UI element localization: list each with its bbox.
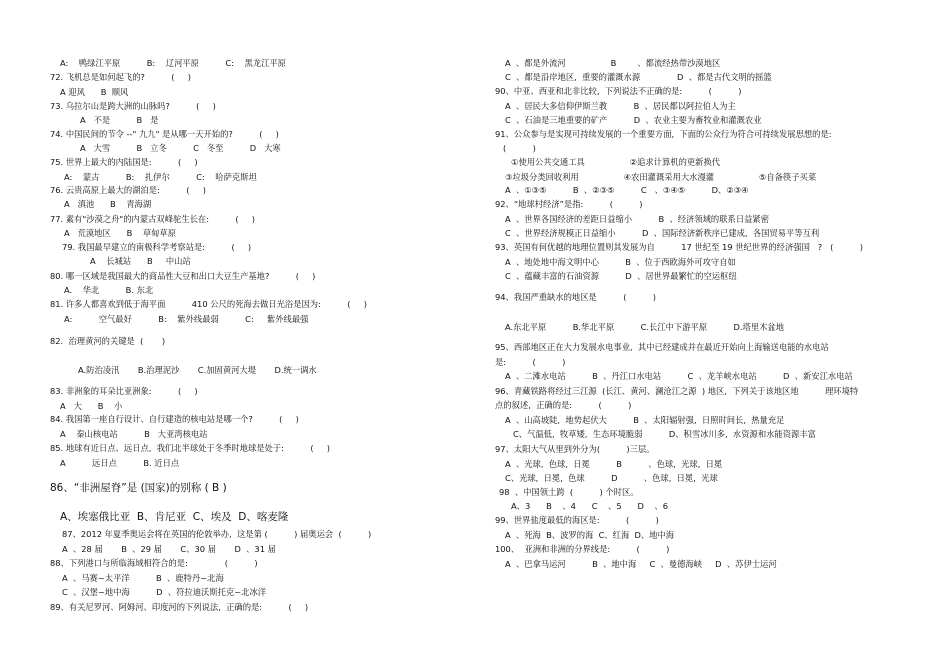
- question-line: 90、中亚、西亚和北非比较, 下列说法不正确的是: ( ): [495, 86, 742, 96]
- question-line: A. 华北 B. 东北: [64, 285, 154, 295]
- question-line: A 、地处地中海文明中心 B 、位于西欧海外可攻守自如: [505, 257, 736, 267]
- question-line: A 、居民大多信仰伊斯兰教 B 、居民都以阿拉伯人为主: [505, 101, 736, 111]
- question-line: A 不是 B 是: [80, 115, 159, 125]
- question-line: A 荒漠地区 B 草甸草原: [64, 228, 177, 238]
- question-line: 89、有关尼罗河、阿姆河、印度河的下列说法, 正确的是: ( ): [50, 602, 309, 612]
- question-line: 85. 地球有近日点、远日点, 我们北半球处于冬季时地球是处于: ( ): [50, 443, 330, 453]
- question-line: 点的叙述, 正确的是: ( ): [495, 400, 632, 410]
- question-line: A、3 B 、4 C 、5 D 、6: [511, 501, 668, 511]
- question-line: 72. 飞机总是如何起飞的? ( ): [50, 72, 191, 82]
- question-line: 91、公众参与是实现可持续发展的一个重要方面, 下面的公众行为符合可持续发展思想的是:: [495, 129, 832, 139]
- question-line: 99、世界盐度最低的海区是: ( ): [495, 515, 659, 525]
- question-line: 74. 中国民间的节令 --" 九九" 是从哪一天开始的? ( ): [50, 129, 279, 139]
- question-line: C 、石油是三地重要的矿产 D 、农业主要为畜牧业和灌溉农业: [505, 115, 762, 125]
- question-line: A 、①③⑤ B 、②③⑤ C 、③④⑤ D、②③④: [505, 185, 749, 195]
- question-line: C、气温低, 牧草矮, 生态环境脆弱 D、积雪冰川多, 水资源和水能资源丰富: [513, 429, 816, 439]
- question-line: 83. 非洲象的耳朵比亚洲象: ( ): [50, 386, 198, 396]
- question-line: 92、“地球村经济”是指: ( ): [495, 199, 643, 209]
- question-line: 87、2012 年夏季奥运会将在英国的伦敦举办, 这是第 ( ) 届奥运会 ( ): [62, 529, 372, 539]
- question-line: 96、青藏铁路将经过三江源 (长江、黄河、澜沧江之源 ) 地区, 下列关于该地区地 理环境特: [495, 386, 859, 396]
- question-line: A 滇池 B 青海湖: [64, 199, 152, 209]
- question-line: 93、英国有何优越的地理位置则其发展为自 17 世纪至 19 世纪世界的经济强国 ? ( ): [495, 242, 863, 252]
- question-line: A: 鸭绿江平原 B: 辽河平原 C: 黑龙江平原: [60, 58, 286, 68]
- question-line: A 、二滩水电站 B 、丹江口水电站 C 、龙羊峡水电站 D 、新安江水电站: [505, 371, 853, 381]
- question-line: A: 蒙古 B: 扎伊尔 C: 哈萨克斯坦: [64, 172, 257, 182]
- question-line: C 、都是沿岸地区, 重要的灌溉水源 D 、都是古代文明的摇篮: [505, 72, 772, 82]
- question-line: A 大 B 小: [60, 401, 123, 411]
- question-line: 80. 哪一区域是我国最大的商品性大豆和出口大豆生产基地? ( ): [50, 271, 316, 281]
- question-line: A 秦山核电站 B 大亚湾核电站: [60, 429, 208, 439]
- question-line: C 、汉堡~地中海 D 、符拉迪沃斯托克~北冰洋: [62, 587, 267, 597]
- question-line: A 远日点 B. 近日点: [60, 458, 180, 468]
- question-line: A.防治凌汛 B.治理泥沙 C.加固黄河大堤 D.统一调水: [78, 365, 317, 375]
- question-line: A.东北平原 B.华北平原 C.长江中下游平原 D.塔里木盆地: [505, 322, 785, 332]
- question-line: 81. 许多人都喜欢到低于海平面 410 公尺的死海去做日光浴是因为: ( ): [50, 299, 367, 309]
- left-column: [0, 0, 450, 671]
- question-line: 77. 素有"沙漠之舟"的内蒙古双峰驼生长在: ( ): [50, 214, 256, 224]
- question-line: A 、28 届 B 、29 届 C、30 届 D 、31 届: [62, 544, 276, 554]
- question-line: 79. 我国最早建立的南极科学考察站是: ( ): [62, 242, 252, 252]
- question-line: A 、光球, 色球, 日冕 B 、色球, 光球, 日冕: [505, 459, 723, 469]
- question-line: A 迎风 B 顺风: [60, 87, 129, 97]
- question-line: A 、马赛~太平洋 B 、鹿特丹~北海: [62, 573, 224, 583]
- question-line: 100、 亚洲和非洲的分界线是: ( ): [495, 544, 670, 554]
- question-line: 73. 乌拉尔山是跨大洲的山脉吗? ( ): [50, 101, 216, 111]
- question-line: A 、世界各国经济的差距日益缩小 B 、经济领域的联系日益紧密: [505, 214, 770, 224]
- question-line: 86、“非洲屋脊”是 (国家)的别称 ( B ): [50, 482, 227, 494]
- question-line: 84. 我国第一座自行设计、自行建造的核电站是哪一个? ( ): [50, 414, 299, 424]
- question-line: 88、下列港口与所临海域相符合的是: ( ): [50, 558, 258, 568]
- question-line: 76. 云贵高原上最大的湖泊是: ( ): [50, 185, 206, 195]
- question-line: 是: ( ): [495, 357, 566, 367]
- question-line: C 、蕴藏丰富的石油资源 D 、居世界最繁忙的空运枢纽: [505, 271, 737, 281]
- question-line: ①使用公共交通工具 ②追求计算机的更新换代: [511, 157, 721, 167]
- question-line: C、光球, 日冕, 色球 D 、色球, 日冕, 光球: [505, 473, 718, 483]
- question-line: 94、我国严重缺水的地区是 ( ): [495, 292, 657, 302]
- question-line: ( ): [503, 143, 536, 153]
- question-line: ③垃圾分类回收利用 ④农田灌溉采用大水漫灌 ⑤自备筷子买菜: [505, 172, 817, 182]
- question-line: 98 、中国领土跨 ( ) 个时区。: [499, 487, 639, 497]
- question-line: A: 空气最好 B: 紫外线最弱 C: 紫外线最强: [64, 314, 309, 324]
- question-line: C 、世界经济规模正日益缩小 D 、国际经济新秩序已建成, 各国贸易平等互利: [505, 228, 820, 238]
- question-line: A 长城站 B 中山站: [90, 256, 191, 266]
- question-line: 82. 治理黄河的关键是 ( ): [50, 336, 166, 346]
- question-line: A 、山高坡陡, 地势起伏大 B 、太阳辐射强, 日照时间长, 热量充足: [505, 415, 785, 425]
- question-line: A 、都是外流河 B 、都流经热带沙漠地区: [505, 58, 721, 68]
- question-line: 97、太阳大气从里到外分为( )三层。: [495, 444, 655, 454]
- question-line: 75. 世界上最大的内陆国是: ( ): [50, 157, 198, 167]
- question-line: A 、死海 B、波罗的海 C、红海 D、地中海: [505, 530, 675, 540]
- question-line: A 、巴拿马运河 B 、地中海 C 、曼德海峡 D 、苏伊士运河: [505, 559, 777, 569]
- question-line: A、埃塞俄比亚 B、肯尼亚 C、埃及 D、喀麦隆: [60, 511, 289, 523]
- question-line: A 大雪 B 立冬 C 冬至 D 大寒: [80, 143, 281, 153]
- right-column: [475, 0, 925, 671]
- question-line: 95、西部地区正在大力发展水电事业, 其中已经建成并在最近开始向上海输送电能的水电站: [495, 342, 829, 352]
